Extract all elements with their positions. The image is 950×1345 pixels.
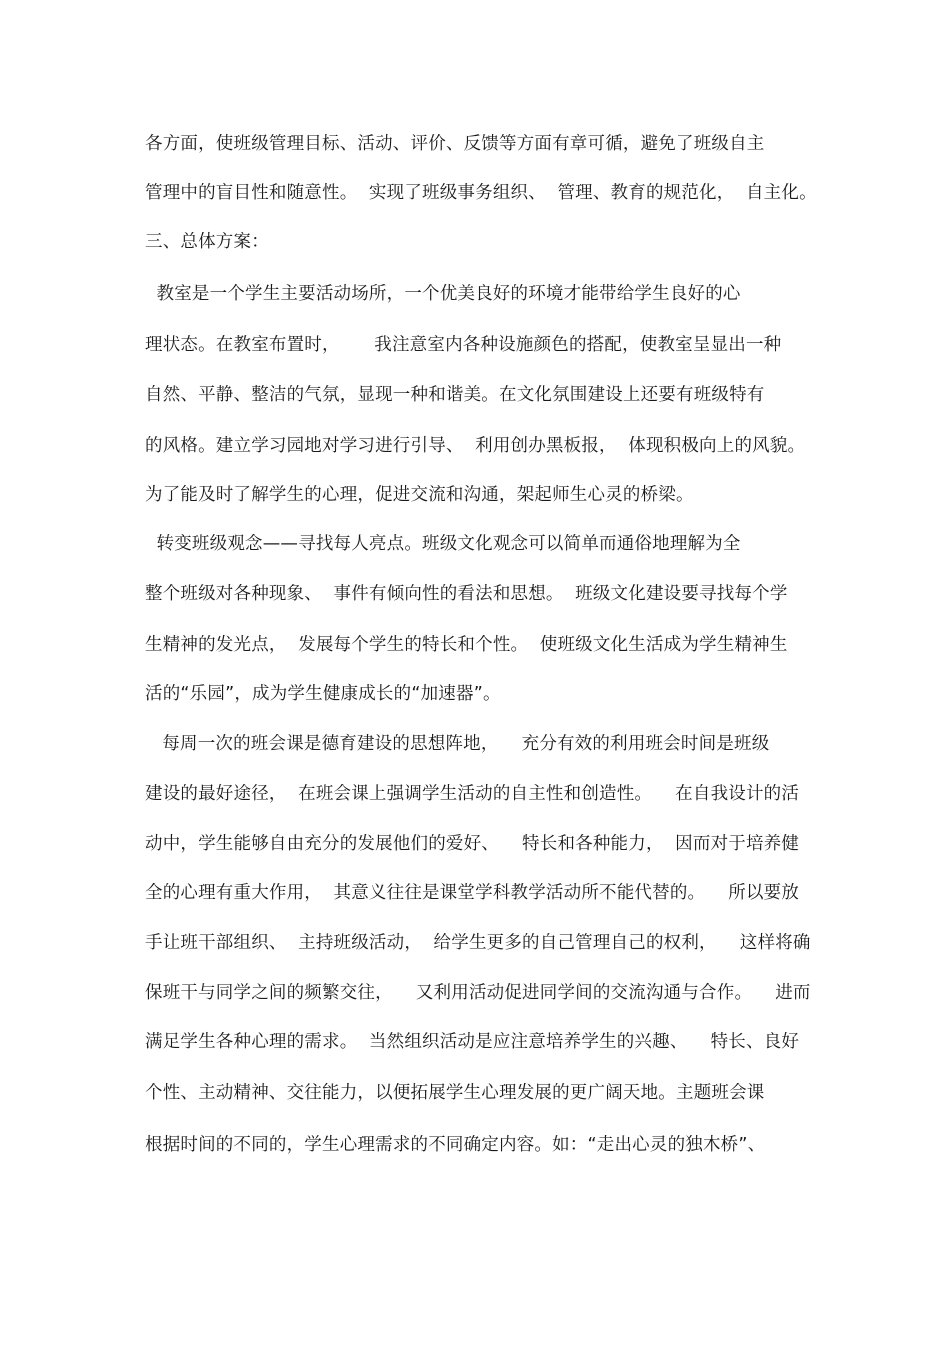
text-line: 自然、平静、整洁的气氛，显现一种和谐美。在文化氛围建设上还要有班级特有 [145,385,765,405]
text-line: 动中，学生能够自由充分的发展他们的爱好、 特长和各种能力， 因而对于培养健 [145,834,800,854]
text-line: 管理中的盲目性和随意性。 实现了班级事务组织、 管理、教育的规范化， 自主化。 [145,183,817,203]
text-line: 的风格。建立学习园地对学习进行引导、 利用创办黑板报， 体现积极向上的风貌。 [145,436,806,456]
text-line: 理状态。在教室布置时， 我注意室内各种设施颜色的搭配，使教室呈显出一种 [145,335,782,355]
text-line: 保班干与同学之间的频繁交往， 又利用活动促进同学间的交流沟通与合作。 进而 [145,983,811,1003]
text-line: 手让班干部组织、 主持班级活动， 给学生更多的自己管理自己的权利， 这样将确 [145,933,811,953]
section-heading: 三、总体方案： [145,232,269,252]
text-line: 个性、主动精神、交往能力，以便拓展学生心理发展的更广阔天地。主题班会课 [145,1083,765,1103]
text-line: 全的心理有重大作用， 其意义往往是课堂学科教学活动所不能代替的。 所以要放 [145,883,800,903]
text-line: 每周一次的班会课是德育建设的思想阵地， 充分有效的利用班会时间是班级 [145,734,770,754]
text-line: 各方面，使班级管理目标、活动、评价、反馈等方面有章可循，避免了班级自主 [145,134,765,154]
text-line: 活的“乐园”，成为学生健康成长的“加速器”。 [145,684,501,704]
text-line: 建设的最好途径， 在班会课上强调学生活动的自主性和创造性。 在自我设计的活 [145,784,800,804]
text-line: 满足学生各种心理的需求。 当然组织活动是应注意培养学生的兴趣、 特长、良好 [145,1032,800,1052]
text-line: 转变班级观念——寻找每人亮点。班级文化观念可以简单而通俗地理解为全 [145,534,741,554]
text-line: 教室是一个学生主要活动场所，一个优美良好的环境才能带给学生良好的心 [145,284,741,304]
text-line: 为了能及时了解学生的心理，促进交流和沟通，架起师生心灵的桥梁。 [145,485,694,505]
text-line: 整个班级对各种现象、 事件有倾向性的看法和思想。 班级文化建设要寻找每个学 [145,584,788,604]
text-line: 根据时间的不同的，学生心理需求的不同确定内容。如：“走出心灵的独木桥”、 [145,1135,766,1155]
text-line: 生精神的发光点， 发展每个学生的特长和个性。 使班级文化生活成为学生精神生 [145,635,788,655]
